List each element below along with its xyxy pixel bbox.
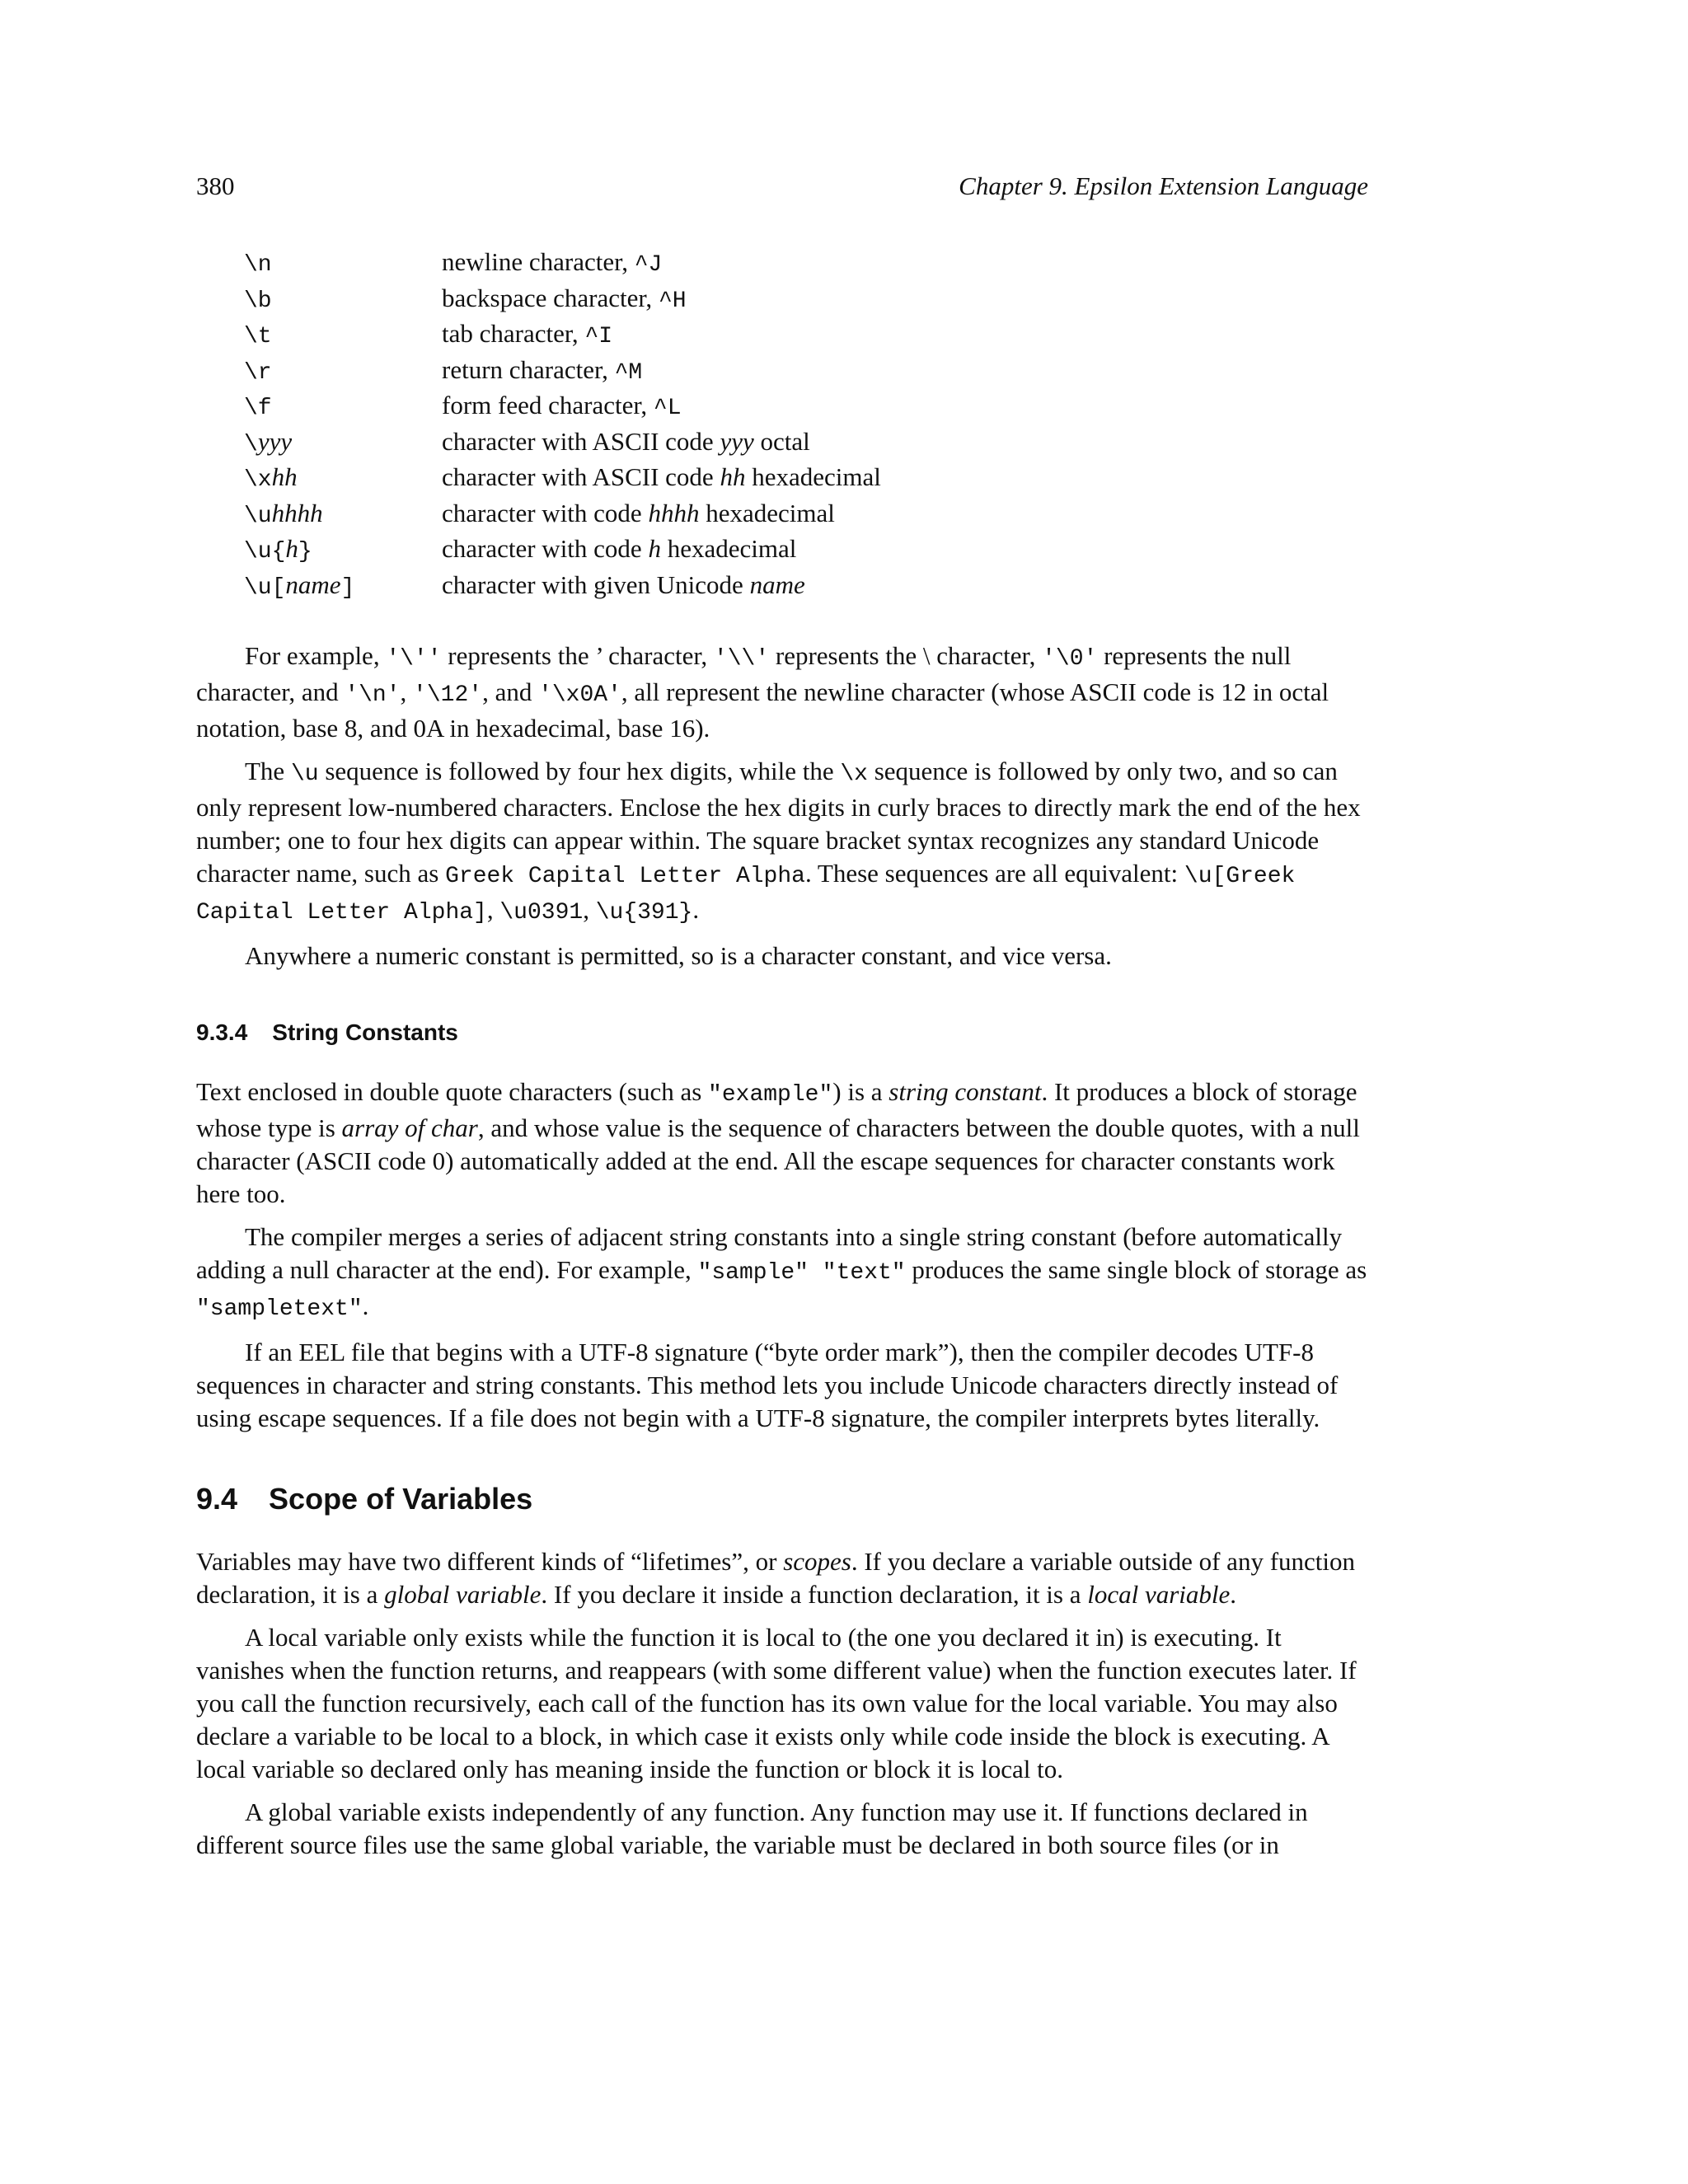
section-number: 9.4 — [196, 1482, 238, 1516]
paragraph-string-merge: The compiler merges a series of adjacent string constants into a single string constant (before automatically adding a null character at the end). For example, "sample" "text" produces the same single block of storage as "sampletext". — [196, 1222, 1367, 1322]
body-content — [196, 640, 1368, 1872]
paragraph-local-variable: A local variable only exists while the function it is local to (the one you declared it in) is executing. It vanishes when the function returns, and reappears (with some different value) when the function executes later. If you call the function recursively, each call of the function has its own value for the local variable. You may also declare a variable to be local to a block, in which case it exists only while code inside the block is executing. A local variable so declared only has meaning inside the function or block it is local to. — [196, 1623, 1357, 1783]
paragraph-anywhere: Anywhere a numeric constant is permitted, so is a character constant, and vice versa. — [245, 941, 1112, 970]
escape-code: \u{h} — [244, 534, 312, 565]
subsection-heading — [196, 1019, 1368, 1047]
escape-description: newline character, ^J — [442, 247, 663, 278]
escape-row — [244, 282, 1233, 318]
escape-row — [244, 425, 1233, 462]
paragraph-string-constants: Text enclosed in double quote characters (such as "example") is a string constant. It produces a block of storage whose type is array of char, and whose value is the sequence of characters between the double quotes, with a null character (ASCII code 0) automatically added at the end. All the escape sequences for character constants work here too. — [196, 1077, 1360, 1208]
escape-description: character with ASCII code yyy octal — [442, 426, 810, 456]
escape-code: \f — [244, 396, 272, 421]
paragraph-char-examples: For example, '\'' represents the ’ character, '\\' represents the \ character, '\0' represents the null character, and '\n', '\12', and '\x0A', all represent the newline character (whose ASCII code is 12 in octal notation, base 8, and 0A in hexadecimal, base 16). — [196, 641, 1329, 743]
paragraph-global-variable: A global variable exists independently of any function. Any function may use it. If functions declared in different source files use the same global variable, the variable must be declared in both source files (or in — [196, 1797, 1308, 1859]
escape-code: \xhh — [244, 462, 298, 493]
page-number: 380 — [196, 171, 235, 200]
section-heading — [196, 1481, 1368, 1517]
escape-code: \b — [244, 288, 272, 314]
paragraph-utf8: If an EEL file that begins with a UTF-8 signature (“byte order mark”), then the compiler decodes UTF-8 sequences in character and string constants. This method lets you include Unicode characters directly instead of using escape sequences. If a file does not begin with a UTF-8 signature, the compiler interprets bytes literally. — [196, 1338, 1339, 1432]
escape-row — [244, 569, 1233, 605]
page-header — [196, 170, 1368, 206]
escape-code: \u[name] — [244, 569, 355, 601]
escape-description: form feed character, ^L — [442, 391, 682, 421]
escape-description: tab character, ^I — [442, 319, 613, 349]
escape-row — [244, 317, 1233, 354]
escape-description: return character, ^M — [442, 354, 643, 386]
escape-row — [244, 461, 1233, 497]
escape-row — [244, 389, 1233, 425]
escape-row — [244, 497, 1233, 533]
escape-row — [244, 532, 1233, 569]
escape-description: character with code hhhh hexadecimal — [442, 498, 835, 527]
escape-description: backspace character, ^H — [442, 283, 687, 314]
paragraph-scopes: Variables may have two different kinds of “lifetimes”, or scopes. If you declare a variable outside of any function declaration, it is a global variable. If you declare it inside a function declaration, it is a local variable. — [196, 1547, 1356, 1609]
escape-description: character with code h hexadecimal — [442, 534, 797, 563]
running-title: Chapter 9. Epsilon Extension Language — [959, 171, 1368, 200]
escape-code: \uhhhh — [244, 498, 323, 529]
section-title: Scope of Variables — [269, 1482, 533, 1516]
escape-description: character with given Unicode name — [442, 569, 805, 599]
paragraph-unicode-escapes: The \u sequence is followed by four hex digits, while the \x sequence is followed by only two, and so can only represent low-numbered characters. Enclose the hex digits in curly braces to directly mark the end of the hex number; one to four hex digits can appear within. The square bracket syntax recognizes any standard Unicode character name, such as Greek Capital Letter Alpha. These sequences are all equivalent: \u[Greek Capital Letter Alpha], \u0391, \u{391}. — [196, 757, 1361, 926]
escape-code: \r — [244, 359, 272, 386]
escape-description: character with ASCII code hh hexadecimal — [442, 462, 881, 491]
escape-sequence-table — [244, 246, 1233, 604]
escape-row — [244, 354, 1233, 390]
escape-code: \yyy — [244, 426, 293, 457]
escape-code: \t — [244, 324, 272, 349]
escape-row — [244, 246, 1233, 282]
escape-code: \n — [244, 252, 272, 278]
subsection-title: String Constants — [272, 1019, 458, 1045]
subsection-number: 9.3.4 — [196, 1019, 248, 1045]
